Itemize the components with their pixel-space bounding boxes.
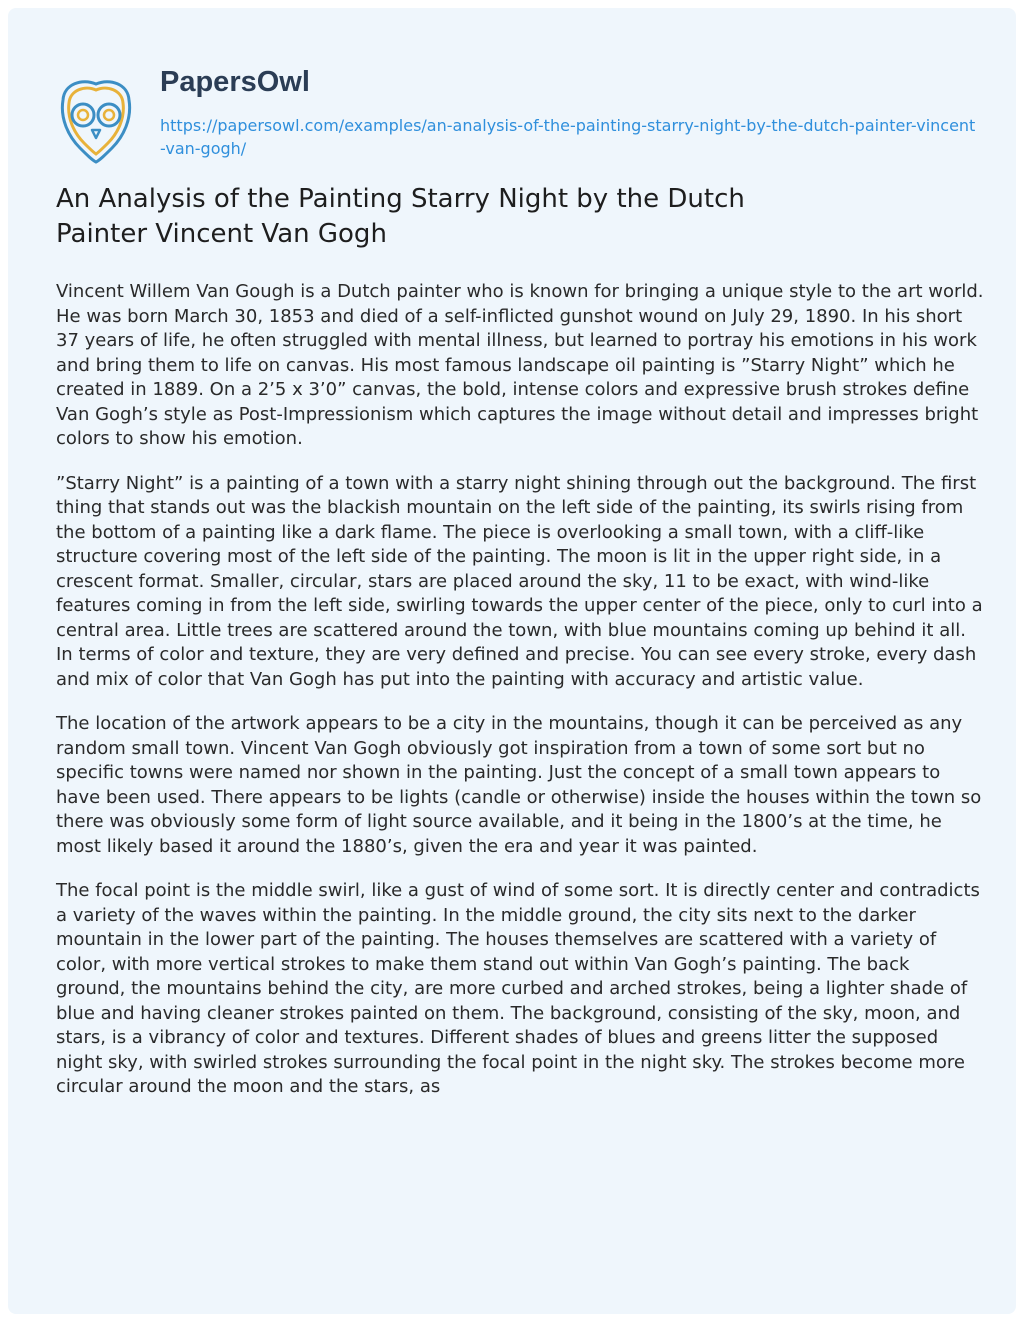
paragraph: The focal point is the middle swirl, like a gust of wind of some sort. It is directly center and contradicts a variety of the waves within the painting. In the middle ground, the city sits next to the darker mountain in the lower part of the painting. The houses themselves are scattered with a variety of color, with more vertical strokes to make them stand out within Van Gogh’s painting. The back ground, the mountains behind the city, are more curbed and arched strokes, being a lighter shade of blue and having cleaner strokes painted on them. The background, consisting of the sky, moon, and stars, is a vibrancy of color and textures. Different shades of blues and greens litter the supposed night sky, with swirled strokes surrounding the focal point in the night sky. The strokes become more circular around the moon and the stars, as	[56, 880, 980, 1097]
paragraph: The location of the artwork appears to be a city in the mountains, though it can be perceived as any random small town. Vincent Van Gogh obviously got inspiration from a town of some sort but no specific towns were named nor shown in the painting. Just the concept of a small town appears to have been used. There appears to be lights (candle or otherwise) inside the houses within the town so there was obviously some form of light source available, and it being in the 1800’s at the time, he most likely based it around the 1880’s, given the era and year it was painted.	[56, 713, 982, 857]
article-title: An Analysis of the Painting Starry Night by the Dutch Painter Vincent Van Gogh	[56, 184, 745, 249]
source-url-link[interactable]: https://papersowl.com/examples/an-analysis-of-the-painting-starry-night-by-the-dutch-painter-vincent-van-gogh/	[160, 116, 976, 158]
paragraph: Vincent Willem Van Gough is a Dutch painter who is known for bringing a unique style to the art world. He was born March 30, 1853 and died of a self-inflicted gunshot wound on July 29, 1890. In his short 37 years of life, he often struggled with mental illness, but learned to portray his emotions in his work and bring them to life on canvas. His most famous landscape oil painting is ”Starry Night” which he created in 1889. On a 2’5 x 3’0” canvas, the bold, intense colors and expressive brush strokes define Van Gogh’s style as Post-Impressionism which captures the image without detail and impresses bright colors to show his emotion.	[56, 281, 984, 449]
paragraph: ”Starry Night” is a painting of a town with a starry night shining through out the background. The first thing that stands out was the blackish mountain on the left side of the painting, its swirls rising from the bottom of a painting like a dark flame. The piece is overlooking a small town, with a cliff-like structure covering most of the left side of the painting. The moon is lit in the upper right side, in a crescent format. Smaller, circular, stars are placed around the sky, 11 to be exact, with wind-like features coming in from the left side, swirling towards the upper center of the piece, only to curl into a central area. Little trees are scattered around the town, with blue mountains coming up behind it all. In terms of color and texture, they are very defined and precise. You can see every stroke, every dash and mix of color that Van Gogh has put into the painting with accuracy and artistic value.	[56, 472, 983, 690]
brand-name: PapersOwl	[160, 66, 310, 98]
owl-logo-icon	[58, 78, 134, 164]
document-card	[8, 8, 1016, 1314]
article-body	[56, 280, 984, 1120]
